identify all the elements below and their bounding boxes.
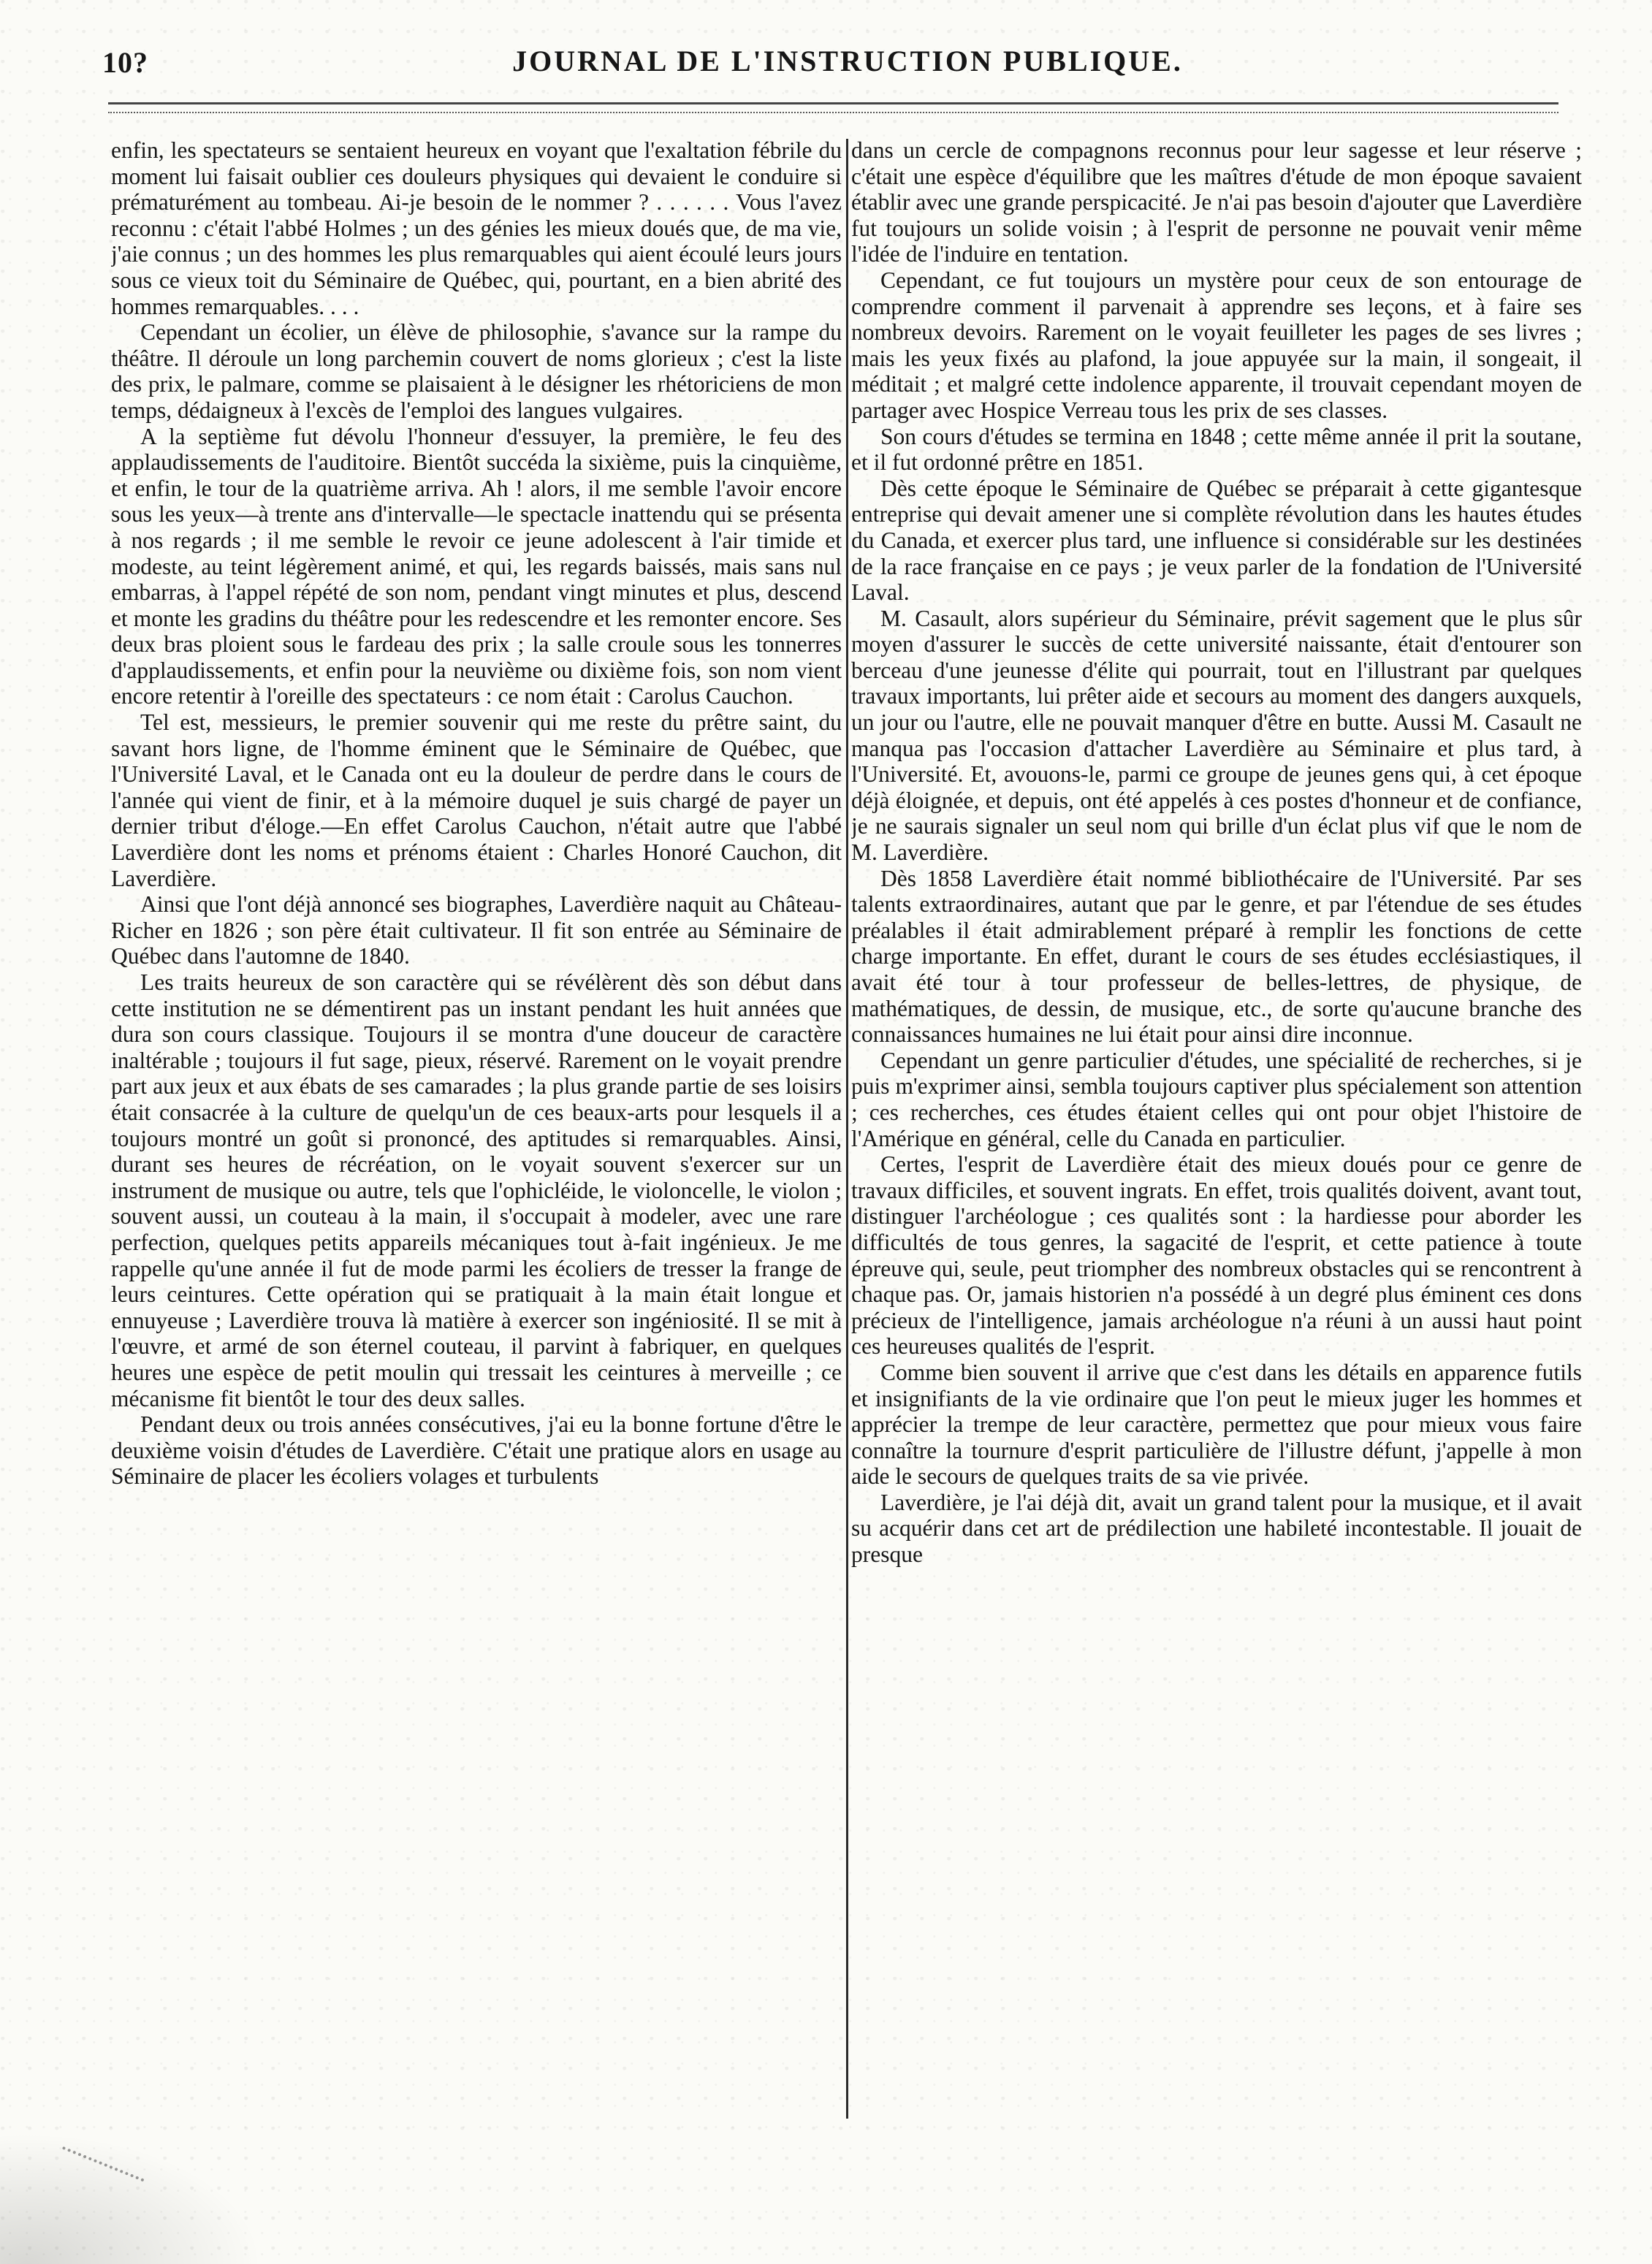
paragraph: Cependant, ce fut toujours un mystère pour ceux de son entourage de comprendre comment il parvenait à apprendre ses leçons, et à faire ses nombreux devoirs. Rarement on le voyait feuilleter les pages de ses livres ; mais les yeux fixés au plafond, la joue appuyée sur la main, il songeait, il méditait ; et malgré cette indolence apparente, il trouvait cependant moyen de partager avec Hospice Verreau tous les prix de ses classes.	[851, 267, 1582, 423]
left-column	[111, 137, 842, 2132]
paragraph: dans un cercle de compagnons reconnus pour leur sagesse et leur réserve ; c'était une espèce d'équilibre que les maîtres d'étude de mon époque savaient établir avec une grande perspicacité. Je n'ai pas besoin d'ajouter que Laverdière fut toujours un solide voisin ; à l'esprit de personne ne pouvait venir même l'idée de l'induire en tentation.	[851, 137, 1582, 267]
paragraph: Dès 1858 Laverdière était nommé bibliothécaire de l'Université. Par ses talents extraordinaires, autant que par le genre, et par l'étendue de ses études préalables il était admirablement préparé à remplir les fonctions de cette charge importante. En effet, durant le cours de ses études ecclésiastiques, il avait été tour à tour professeur de belles-lettres, de physique, de mathématiques, de dessin, de musique, etc., de sorte qu'aucune branche des connaissances humaines ne lui était pour ainsi dire inconnue.	[851, 865, 1582, 1048]
paragraph: Pendant deux ou trois années consécutives, j'ai eu la bonne fortune d'être le deuxième voisin d'études de Laverdière. C'était une pratique alors en usage au Séminaire de placer les écoliers volages et turbulents	[111, 1411, 842, 1490]
paragraph: A la septième fut dévolu l'honneur d'essuyer, la première, le feu des applaudissements de l'auditoire. Bientôt succéda la sixième, puis la cinquième, et enfin, le tour de la quatrième arriva. Ah ! alors, il me semble l'avoir encore sous les yeux—à trente ans d'intervalle—le spectacle inattendu qui se présenta à nos regards ; il me semble le revoir ce jeune adolescent à l'air timide et modeste, au teint légèrement animé, et qui, les regards baissés, mais sans nul embarras, à l'appel répété de son nom, pendant vingt minutes et plus, descend et monte les gradins du théâtre pour les redescendre et les remonter encore. Ses deux bras ploient sous le fardeau des prix ; la salle croule sous les tonnerres d'applaudissements, et enfin pour la neuvième ou dixième fois, son nom vient encore retentir à l'oreille des spectateurs : ce nom était : Carolus Cauchon.	[111, 423, 842, 709]
paragraph: Son cours d'études se termina en 1848 ; cette même année il prit la soutane, et il fut ordonné prêtre en 1851.	[851, 423, 1582, 476]
paragraph: M. Casault, alors supérieur du Séminaire, prévit sagement que le plus sûr moyen d'assurer le succès de cette université naissante, était d'entourer son berceau d'une jeunesse d'élite qui pourrait, tout en l'illustrant par quelques travaux importants, lui prêter aide et secours au moment des dangers auxquels, un jour ou l'autre, elle ne pouvait manquer d'être en butte. Aussi M. Casault ne manqua pas l'occasion d'attacher Laverdière au Séminaire et plus tard, à l'Université. Et, avouons-le, parmi ce groupe de jeunes gens qui, à cet époque déjà éloignée, et depuis, ont été appelés à ces postes d'honneur et de confiance, je ne saurais signaler un seul nom qui brille d'un éclat plus vif que le nom de M. Laverdière.	[851, 605, 1582, 866]
page-header	[102, 39, 1564, 83]
paragraph: Dès cette époque le Séminaire de Québec se préparait à cette gigantesque entreprise qui devait amener une si complète révolution dans les hautes études du Canada, et exercer plus tard, une influence si considérable sur les destinées de la race française en ce pays ; je veux parler de la fondation de l'Université Laval.	[851, 475, 1582, 606]
header-rule	[108, 102, 1558, 113]
right-column	[851, 137, 1582, 2132]
column-divider	[846, 139, 848, 2119]
paragraph: Certes, l'esprit de Laverdière était des mieux doués pour ce genre de travaux difficiles, et souvent ingrats. En effet, trois qualités doivent, avant tout, distinguer l'archéologue ; ces qualités sont : la hardiesse pour aborder les difficultés de tous genres, la sagacité de l'esprit, et cette patience à toute épreuve qui, seule, peut triompher des nombreux obstacles qui se rencontrent à chaque pas. Or, jamais historien n'a possédé à un degré plus éminent ces dons précieux de l'intelligence, jamais archéologue n'a réuni à un aussi haut point ces heureuses qualités de l'esprit.	[851, 1151, 1582, 1360]
paragraph: Comme bien souvent il arrive que c'est dans les détails en apparence futils et insignifiants de la vie ordinaire que l'on peut le mieux juger les hommes et apprécier la trempe de leur caractère, permettez que pour mieux vous faire connaître la tournure d'esprit particulière de l'illustre défunt, j'appelle à mon aide le secours de quelques traits de sa vie privée.	[851, 1359, 1582, 1490]
paragraph: Ainsi que l'ont déjà annoncé ses biographes, Laverdière naquit au Château-Richer en 1826 ; son père était cultivateur. Il fit son entrée au Séminaire de Québec dans l'automne de 1840.	[111, 891, 842, 969]
paragraph: Tel est, messieurs, le premier souvenir qui me reste du prêtre saint, du savant hors ligne, de l'homme éminent que le Séminaire de Québec, que l'Université Laval, et le Canada ont eu la douleur de perdre dans le cours de l'année qui vient de finir, et à la mémoire duquel je suis chargé de payer un dernier tribut d'éloge.—En effet Carolus Cauchon, n'était autre que l'abbé Laverdière dont les noms et prénoms étaient : Charles Honoré Cauchon, dit Laverdière.	[111, 709, 842, 891]
paragraph: Cependant un écolier, un élève de philosophie, s'avance sur la rampe du théâtre. Il déroule un long parchemin couvert de noms glorieux ; c'est la liste des prix, le palmare, comme se plaisaient à le désigner les rhétoriciens de mon temps, dédaigneux à l'excès de l'emploi des langues vulgaires.	[111, 319, 842, 423]
page-number: 10?	[102, 46, 148, 79]
paragraph: Cependant un genre particulier d'études, une spécialité de recherches, si je puis m'exprimer ainsi, sembla toujours captiver plus spécialement son attention ; ces recherches, ces études étaient celles qui ont pour objet l'histoire de l'Amérique en général, celle du Canada en particulier.	[851, 1047, 1582, 1151]
journal-title: JOURNAL DE L'INSTRUCTION PUBLIQUE.	[512, 45, 1183, 77]
paragraph: Laverdière, je l'ai déjà dit, avait un grand talent pour la musique, et il avait su acquérir dans cet art de prédilection une habileté incontestable. Il jouait de presque	[851, 1489, 1582, 1568]
paragraph: Les traits heureux de son caractère qui se révélèrent dès son début dans cette institution ne se démentirent pas un instant pendant les huit années que dura son cours classique. Toujours il se montra d'une douceur de caractère inaltérable ; toujours il fut sage, pieux, réservé. Rarement on le voyait prendre part aux jeux et aux ébats de ses camarades ; la plus grande partie de ses loisirs était consacrée à la culture de quelqu'un de ces beaux-arts pour lesquels il a toujours montré un goût si prononcé, des aptitudes si remarquables. Ainsi, durant ses heures de récréation, on le voyait souvent s'exercer sur un instrument de musique ou autre, tels que l'ophicléide, le violoncelle, le violon ; souvent aussi, un couteau à la main, il s'occupait à modeler, avec une rare perfection, quelques petits appareils mécaniques tout à-fait ingénieux. Je me rappelle qu'une année il fut de mode parmi les écoliers de tresser la frange de leurs ceintures. Cette opération qui se pratiquait à la main était longue et ennuyeuse ; Laverdière trouva là matière à exercer son ingéniosité. Il se mit à l'œuvre, et armé de son éternel couteau, il parvint à fabriquer, en quelques heures une espèce de petit moulin qui tressait les ceintures à merveille ; ce mécanisme fit bientôt le tour des deux salles.	[111, 969, 842, 1411]
paragraph: enfin, les spectateurs se sentaient heureux en voyant que l'exaltation fébrile du moment lui faisait oublier ces douleurs physiques qui devaient le conduire si prématurément au tombeau. Ai-je besoin de le nommer ? . . . . . . Vous l'avez reconnu : c'était l'abbé Holmes ; un des génies les mieux doués que, de ma vie, j'aie connus ; un des hommes les plus remarquables qui aient écoulé leurs jours sous ce vieux toit du Séminaire de Québec, qui, pourtant, en a bien abrité des hommes remarquables. . . .	[111, 137, 842, 319]
